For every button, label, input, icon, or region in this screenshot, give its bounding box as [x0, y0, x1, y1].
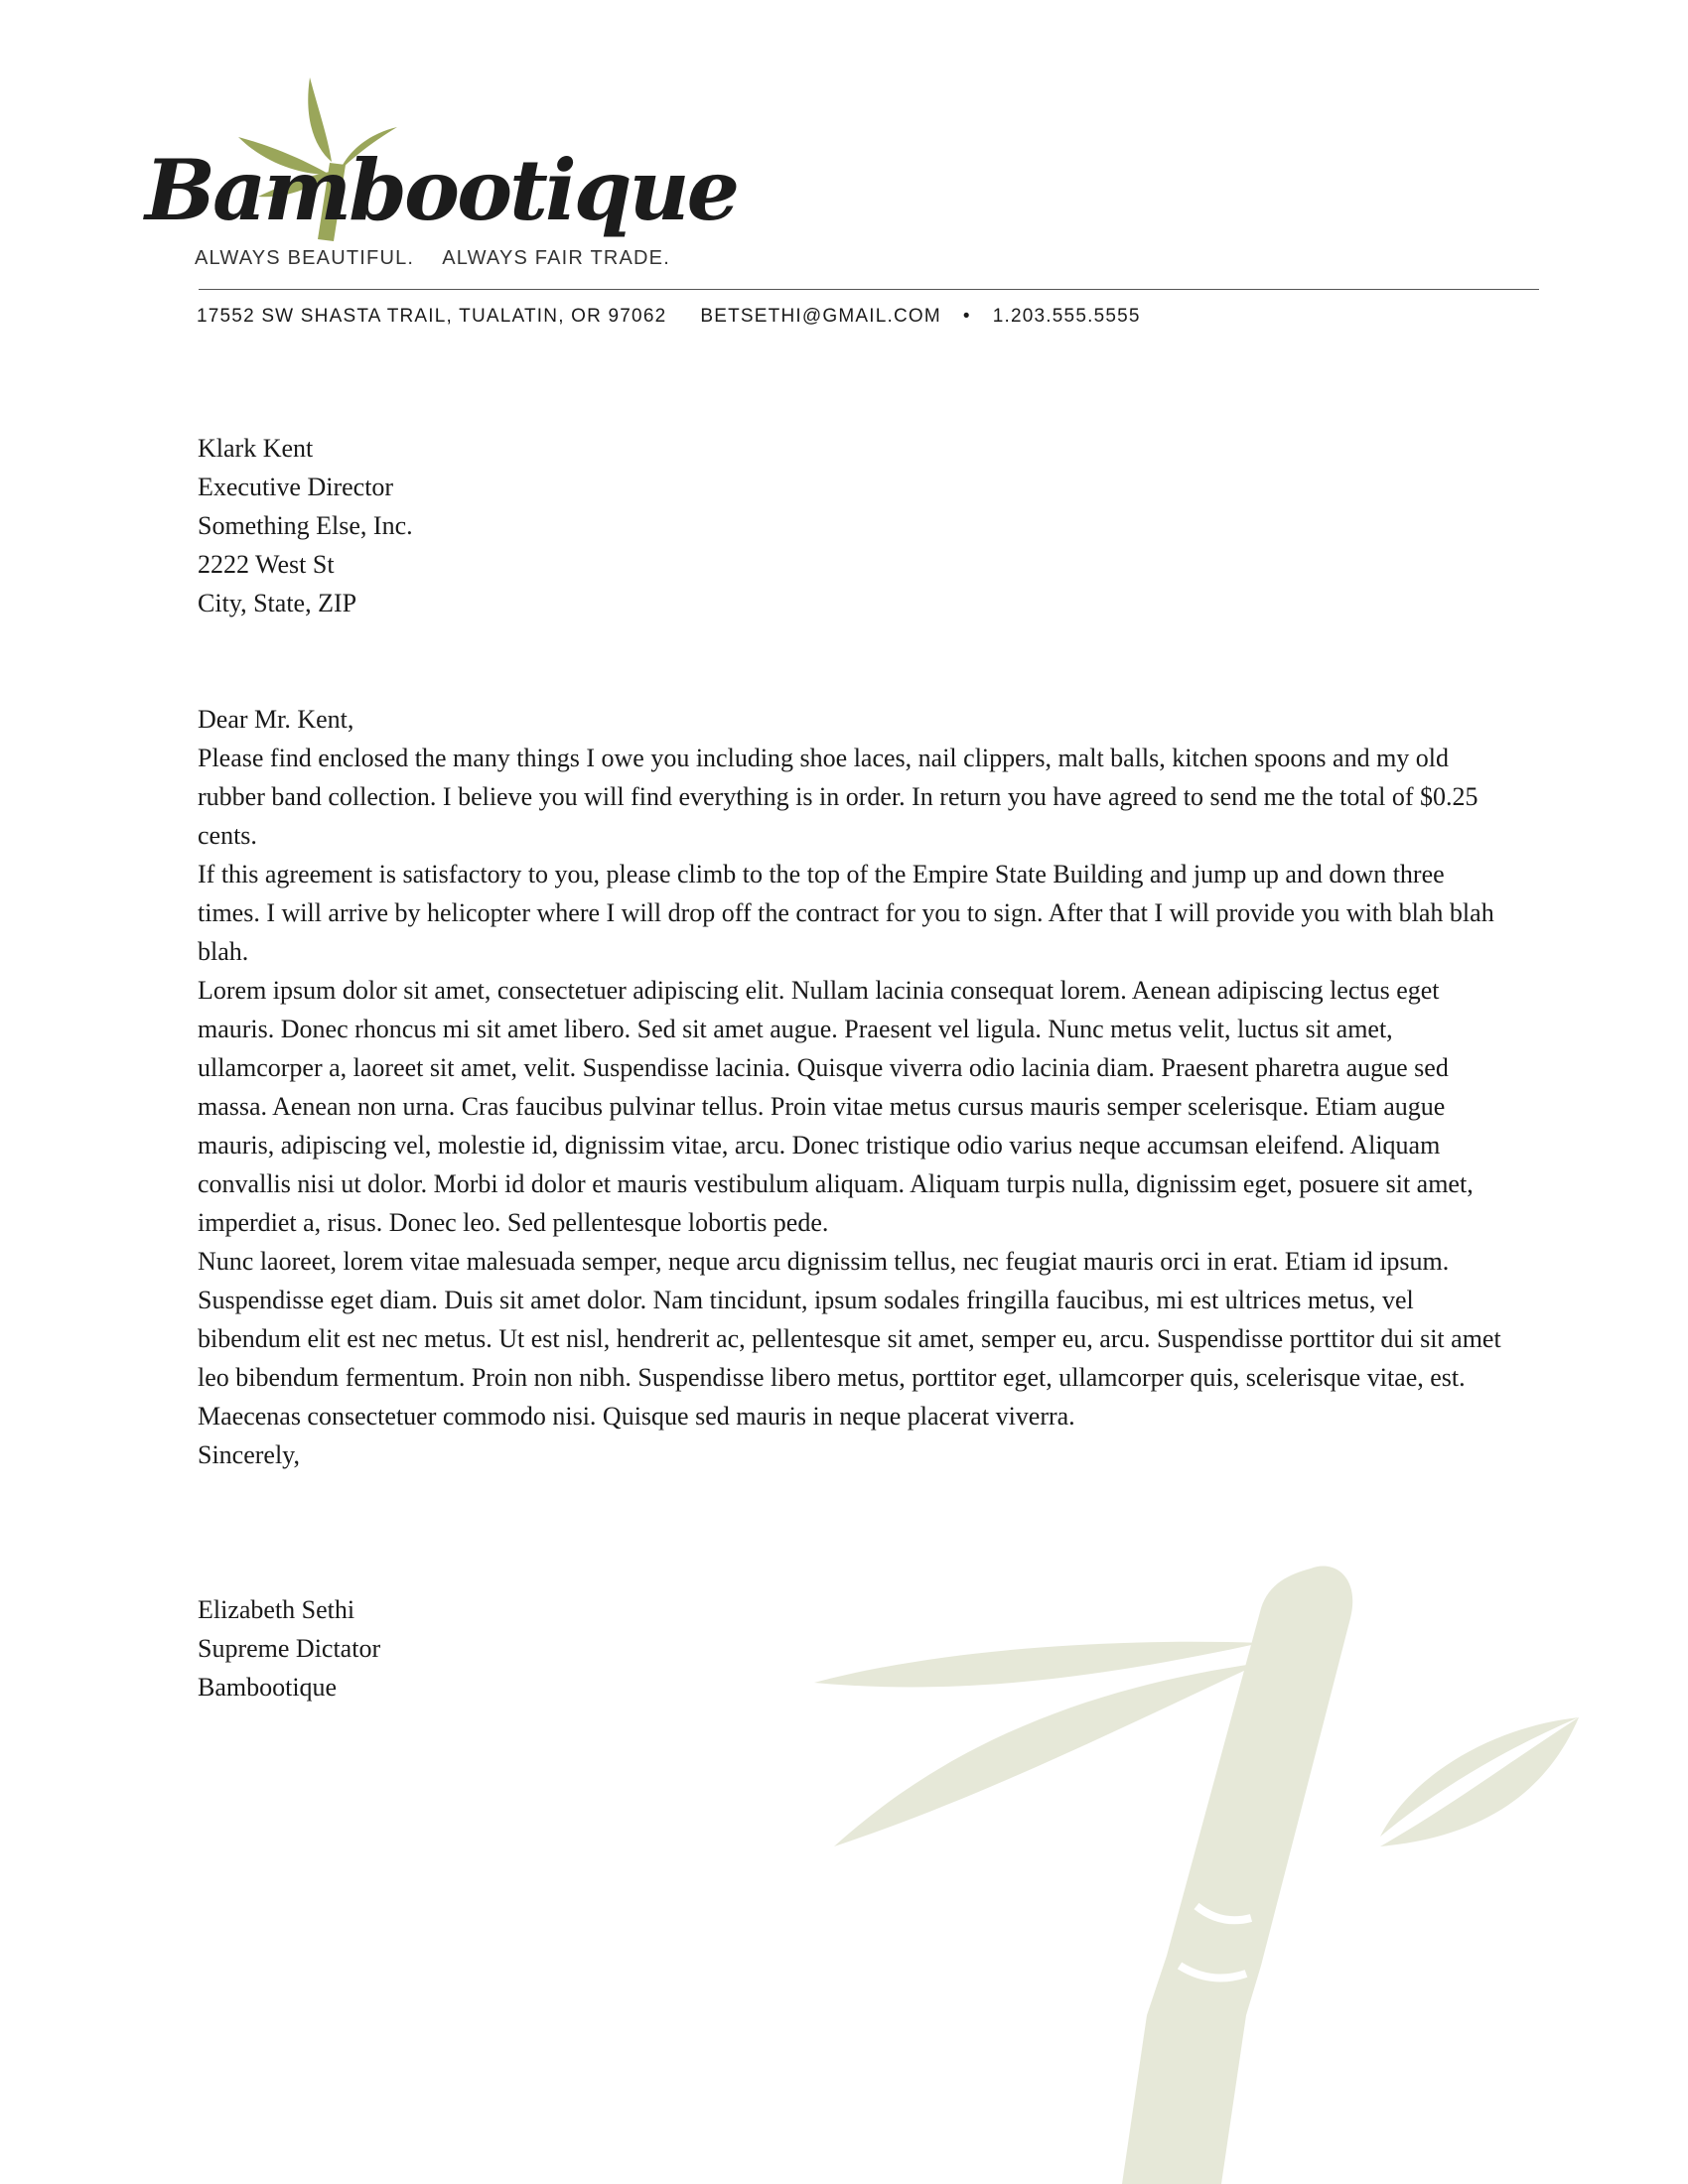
logo-tagline: [195, 247, 670, 270]
letter-body: [198, 429, 1508, 1706]
paragraph: Nunc laoreet, lorem vitae malesuada semper, neque arcu dignissim tellus, nec feugiat mauris orci in erat. Etiam id ipsum. Suspendisse eget diam. Duis sit amet dolor. Nam tincidunt, ipsum sodales fringilla faucibus, mi est ultrices metus, vel bibendum elit est nec metus. Ut est nisl, hendrerit ac, pellentesque sit amet, semper eu, arcu. Suspendisse porttitor dui sit amet leo bibendum fermentum. Proin non nibh. Suspendisse libero metus, porttitor eget, ullamcorper quis, scelerisque vitae, est. Maecenas consectetuer commodo nisi. Quisque sed mauris in neque placerat viverra.: [198, 1247, 1501, 1431]
recipient-street: 2222 West St: [198, 550, 335, 579]
contact-email: BETSETHI@GMAIL.COM: [700, 306, 941, 327]
contact-address: 17552 SW SHASTA TRAIL, TUALATIN, OR 97062: [197, 306, 667, 327]
recipient-address: [198, 429, 1508, 622]
paragraph: Please find enclosed the many things I owe you including shoe laces, nail clippers, malt balls, kitchen spoons and my old rubber band collection. I believe you will find everything is in order. In return you have agreed to send me the total of $0.25 cents.: [198, 744, 1478, 850]
salutation: Dear Mr. Kent,: [198, 705, 354, 734]
recipient-name: Klark Kent: [198, 434, 314, 463]
sender-block: [198, 1590, 1508, 1706]
recipient-title: Executive Director: [198, 473, 394, 501]
paragraph: Lorem ipsum dolor sit amet, consectetuer adipiscing elit. Nullam lacinia consequat lorem. Aenean adipiscing lectus eget mauris. Donec rhoncus mi sit amet libero. Sed sit amet augue. Praesent vel ligula. Nunc metus velit, luctus sit amet, ullamcorper a, laoreet sit amet, velit. Suspendisse lacinia. Quisque viverra odio lacinia diam. Praesent pharetra augue sed massa. Aenean non urna. Cras faucibus pulvinar tellus. Proin vitae metus cursus mauris semper scelerisque. Etiam augue mauris, adipiscing vel, molestie id, dignissim vitae, arcu. Donec tristique odio varius neque accumsan eleifend. Aliquam convallis nisi ut dolor. Morbi id dolor et mauris vestibulum aliquam. Aliquam turpis nulla, dignissim eget, posuere sit amet, imperdiet a, risus. Donec leo. Sed pellentesque lobortis pede.: [198, 976, 1474, 1237]
sender-company: Bambootique: [198, 1673, 338, 1702]
tagline-left: ALWAYS BEAUTIFUL.: [195, 247, 415, 269]
contact-line: [197, 306, 1141, 328]
recipient-company: Something Else, Inc.: [198, 511, 413, 540]
closing: Sincerely,: [198, 1440, 300, 1469]
sender-name: Elizabeth Sethi: [198, 1595, 355, 1624]
brand-logo: [139, 68, 738, 276]
contact-phone: 1.203.555.5555: [992, 306, 1141, 327]
recipient-city: City, State, ZIP: [198, 589, 357, 617]
tagline-right: ALWAYS FAIR TRADE.: [442, 247, 670, 269]
contact-bullet: •: [962, 306, 971, 327]
signature-space: [198, 1474, 1508, 1590]
header-divider: [199, 289, 1539, 290]
paragraph: If this agreement is satisfactory to you, please climb to the top of the Empire State Building and jump up and down three times. I will arrive by helicopter where I will drop off the contract for you to sign. After that I will provide you with blah blah blah.: [198, 860, 1494, 966]
sender-title: Supreme Dictator: [198, 1634, 381, 1663]
logo-wordmark: Bambootique: [145, 141, 738, 239]
